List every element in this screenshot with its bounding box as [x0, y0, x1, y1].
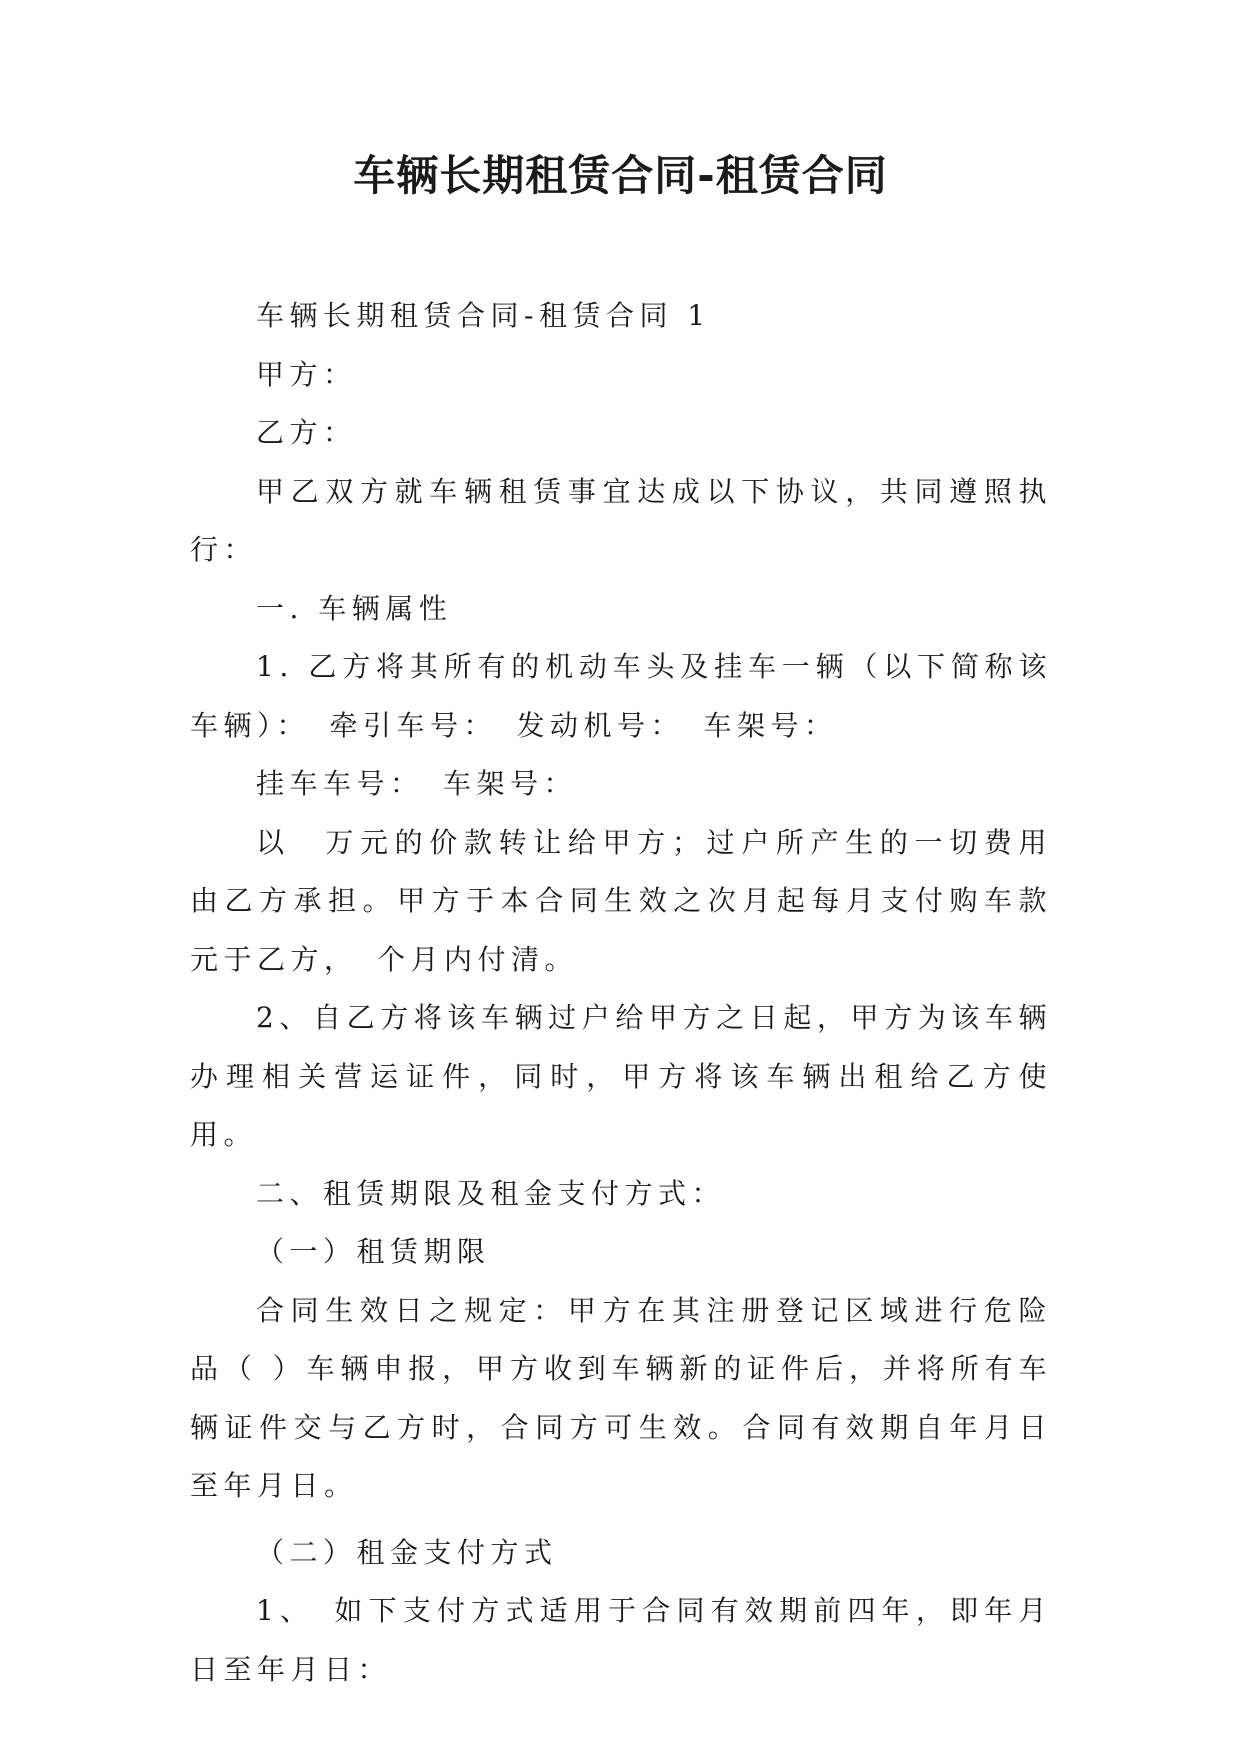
subsection-heading-lease-period: （一）租赁期限 [256, 1235, 491, 1268]
document-body [190, 287, 1086, 1699]
document-title: 车辆长期租赁合同-租赁合同 [353, 151, 888, 200]
paragraph-payment-method-1: 1、 如下支付方式适用于合同有效期前四年，即年月日至年月日： [190, 1594, 1052, 1686]
paragraph-clause-2: 2、自乙方将该车辆过户给甲方之日起，甲方为该车辆办理相关营运证件，同时，甲方将该车辆出租给乙方使用。 [190, 1001, 1052, 1151]
paragraph-party-a: 甲方： [256, 357, 357, 391]
paragraph-subtitle: 车辆长期租赁合同-租赁合同 1 [256, 299, 711, 332]
section-heading-vehicle-attributes: 一. 车辆属性 [256, 591, 453, 625]
paragraph-party-b: 乙方： [256, 416, 357, 449]
paragraph-trailer-info: 挂车车号： 车架号： [256, 767, 578, 800]
paragraph-effective-date: 合同生效日之规定：甲方在其注册登记区域进行危险品（ ）车辆申报，甲方收到车辆新的证件后，并将所有车辆证件交与乙方时，合同方可生效。合同有效期自年月日至年月日。 [190, 1293, 1052, 1502]
paragraph-payment-transfer: 以 万元的价款转让给甲方；过户所产生的一切费用由乙方承担。甲方于本合同生效之次月起每月支付购车款 元于乙方， 个月内付清。 [190, 825, 1086, 976]
section-heading-lease-term: 二、租赁期限及租金支付方式： [256, 1176, 726, 1210]
paragraph-agreement-intro: 甲乙双方就车辆租赁事宜达成以下协议，共同遵照执行： [190, 474, 1052, 566]
paragraph-clause-1: 1. 乙方将其所有的机动车头及挂车一辆（以下简称该车辆）： 牵引车号： 发动机号： 车架号： [190, 650, 1052, 742]
subsection-heading-rent-payment: （二）租金支付方式 [256, 1535, 558, 1569]
